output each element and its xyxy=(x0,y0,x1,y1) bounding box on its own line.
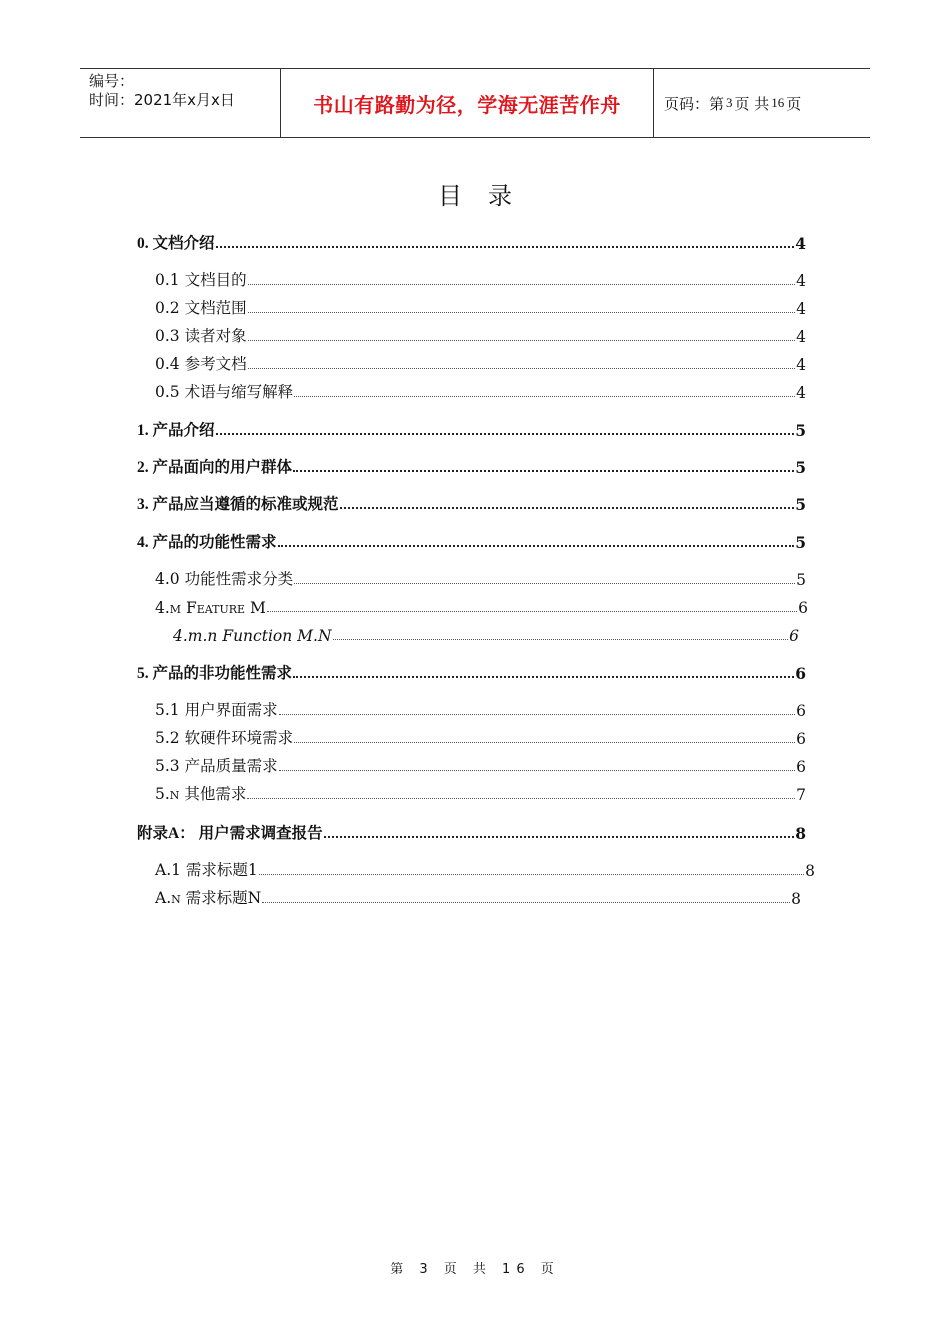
toc-leader xyxy=(324,836,795,838)
toc-leader xyxy=(267,611,797,612)
toc-entry-page: 8 xyxy=(805,862,815,880)
toc-title: 目录 xyxy=(438,182,538,210)
toc-leader xyxy=(294,583,795,584)
toc-entry[interactable] xyxy=(155,698,806,720)
toc-entry-page: 6 xyxy=(789,627,799,645)
toc-entry[interactable] xyxy=(155,324,806,346)
toc-entry-label: 5.1 用户界面需求 xyxy=(155,701,278,719)
header-meta xyxy=(80,69,281,137)
page-suffix: 页 xyxy=(786,94,802,113)
toc-entry[interactable] xyxy=(137,821,806,843)
toc-entry-label: 0. 文档介绍 xyxy=(137,235,215,252)
toc-entry-label: 2. 产品面向的用户群体 xyxy=(137,459,293,476)
toc-entry-label: 5.3 产品质量需求 xyxy=(155,757,278,775)
toc-entry-page: 6 xyxy=(796,702,806,720)
toc-entry[interactable] xyxy=(137,661,806,683)
page-current: 3 xyxy=(726,95,733,110)
header-motto: 书山有路勤为径，学海无涯苦作舟 xyxy=(281,69,654,137)
toc-entry[interactable] xyxy=(155,296,806,318)
toc-entry[interactable] xyxy=(155,858,815,880)
toc-leader xyxy=(293,676,794,678)
toc-entry-label: A.1 需求标题1 xyxy=(155,861,258,879)
toc-entry[interactable] xyxy=(155,886,801,908)
header-page-info xyxy=(654,69,870,137)
toc-entry-label: 0.4 参考文档 xyxy=(155,355,247,373)
toc-leader xyxy=(294,742,795,743)
toc-leader xyxy=(216,433,795,435)
toc-entry[interactable] xyxy=(173,623,799,645)
toc-entry[interactable] xyxy=(137,455,806,477)
toc-entry-page: 4 xyxy=(796,384,806,402)
toc-leader xyxy=(340,507,795,509)
toc-entry-label: 4.m Feature M xyxy=(155,599,266,617)
toc-leader xyxy=(279,714,796,715)
toc-entry-page: 6 xyxy=(795,664,806,683)
toc-entry-page: 4 xyxy=(795,234,806,253)
toc-leader xyxy=(216,246,795,248)
toc-entry-page: 6 xyxy=(796,758,806,776)
toc-entry[interactable] xyxy=(155,595,808,617)
toc-entry-page: 4 xyxy=(796,272,806,290)
toc-entry-label: 5.2 软硬件环境需求 xyxy=(155,729,294,747)
toc-entry-label: 0.1 文档目的 xyxy=(155,271,247,289)
toc-entry-page: 4 xyxy=(796,328,806,346)
toc-leader xyxy=(294,396,795,397)
toc-leader xyxy=(247,798,795,799)
toc-leader xyxy=(333,639,789,640)
toc-entry[interactable] xyxy=(155,782,806,804)
toc-entry-page: 6 xyxy=(796,730,806,748)
toc-leader xyxy=(279,770,796,771)
toc-entry[interactable] xyxy=(137,231,806,253)
toc-entry[interactable] xyxy=(155,567,806,589)
toc-entry[interactable] xyxy=(137,492,806,514)
document-number-label: 编号： xyxy=(89,72,135,90)
toc-entry-label: 0.5 术语与缩写解释 xyxy=(155,383,294,401)
toc-leader xyxy=(248,368,796,369)
toc-entry-label: 4. 产品的功能性需求 xyxy=(137,534,277,551)
toc-entry-page: 5 xyxy=(796,571,806,589)
toc-entry[interactable] xyxy=(155,754,806,776)
toc-entry-label: 5.n 其他需求 xyxy=(155,785,247,803)
toc-entry-label: 5. 产品的非功能性需求 xyxy=(137,665,293,682)
toc-entry-page: 4 xyxy=(796,356,806,374)
toc-leader xyxy=(278,545,795,547)
toc-entry-page: 7 xyxy=(796,786,806,804)
toc-entry-label: 0.3 读者对象 xyxy=(155,327,247,345)
toc-entry-page: 5 xyxy=(795,458,806,477)
toc-leader xyxy=(248,284,796,285)
toc-entry-label: A.n 需求标题N xyxy=(155,889,262,907)
toc-entry-page: 5 xyxy=(795,421,806,440)
toc-entry-label: 附录A： 用户需求调查报告 xyxy=(137,825,323,842)
toc-entry-page: 5 xyxy=(795,495,806,514)
toc-entry-label: 4.0 功能性需求分类 xyxy=(155,570,294,588)
document-date-label: 时间：2021年x月x日 xyxy=(89,91,235,109)
page-total: 16 xyxy=(771,95,785,110)
toc-entry[interactable] xyxy=(155,268,806,290)
page-header xyxy=(80,68,870,138)
toc-leader xyxy=(248,312,796,313)
toc-entry[interactable] xyxy=(137,530,806,552)
toc-entry-label: 0.2 文档范围 xyxy=(155,299,247,317)
toc-leader xyxy=(248,340,796,341)
toc-entry-page: 4 xyxy=(796,300,806,318)
toc-entry-label: 4.m.n Function M.N xyxy=(173,627,332,645)
toc-entry-page: 6 xyxy=(798,599,808,617)
page-mid: 页 共 xyxy=(734,94,770,113)
toc-entry-label: 1. 产品介绍 xyxy=(137,422,215,439)
toc-entry-page: 8 xyxy=(795,824,806,843)
toc-entry-page: 8 xyxy=(791,890,801,908)
toc-entry[interactable] xyxy=(137,418,806,440)
toc-leader xyxy=(293,470,794,472)
toc-entry[interactable] xyxy=(155,352,806,374)
toc-entry[interactable] xyxy=(155,726,806,748)
page-footer: 第 3 页 共 16 页 xyxy=(390,1262,560,1277)
toc-entry-page: 5 xyxy=(795,533,806,552)
toc-entry-label: 3. 产品应当遵循的标准或规范 xyxy=(137,496,339,513)
toc-entry[interactable] xyxy=(155,380,806,402)
page-prefix: 页码：第 xyxy=(664,94,725,113)
toc-leader xyxy=(262,902,790,903)
toc-leader xyxy=(259,874,804,875)
